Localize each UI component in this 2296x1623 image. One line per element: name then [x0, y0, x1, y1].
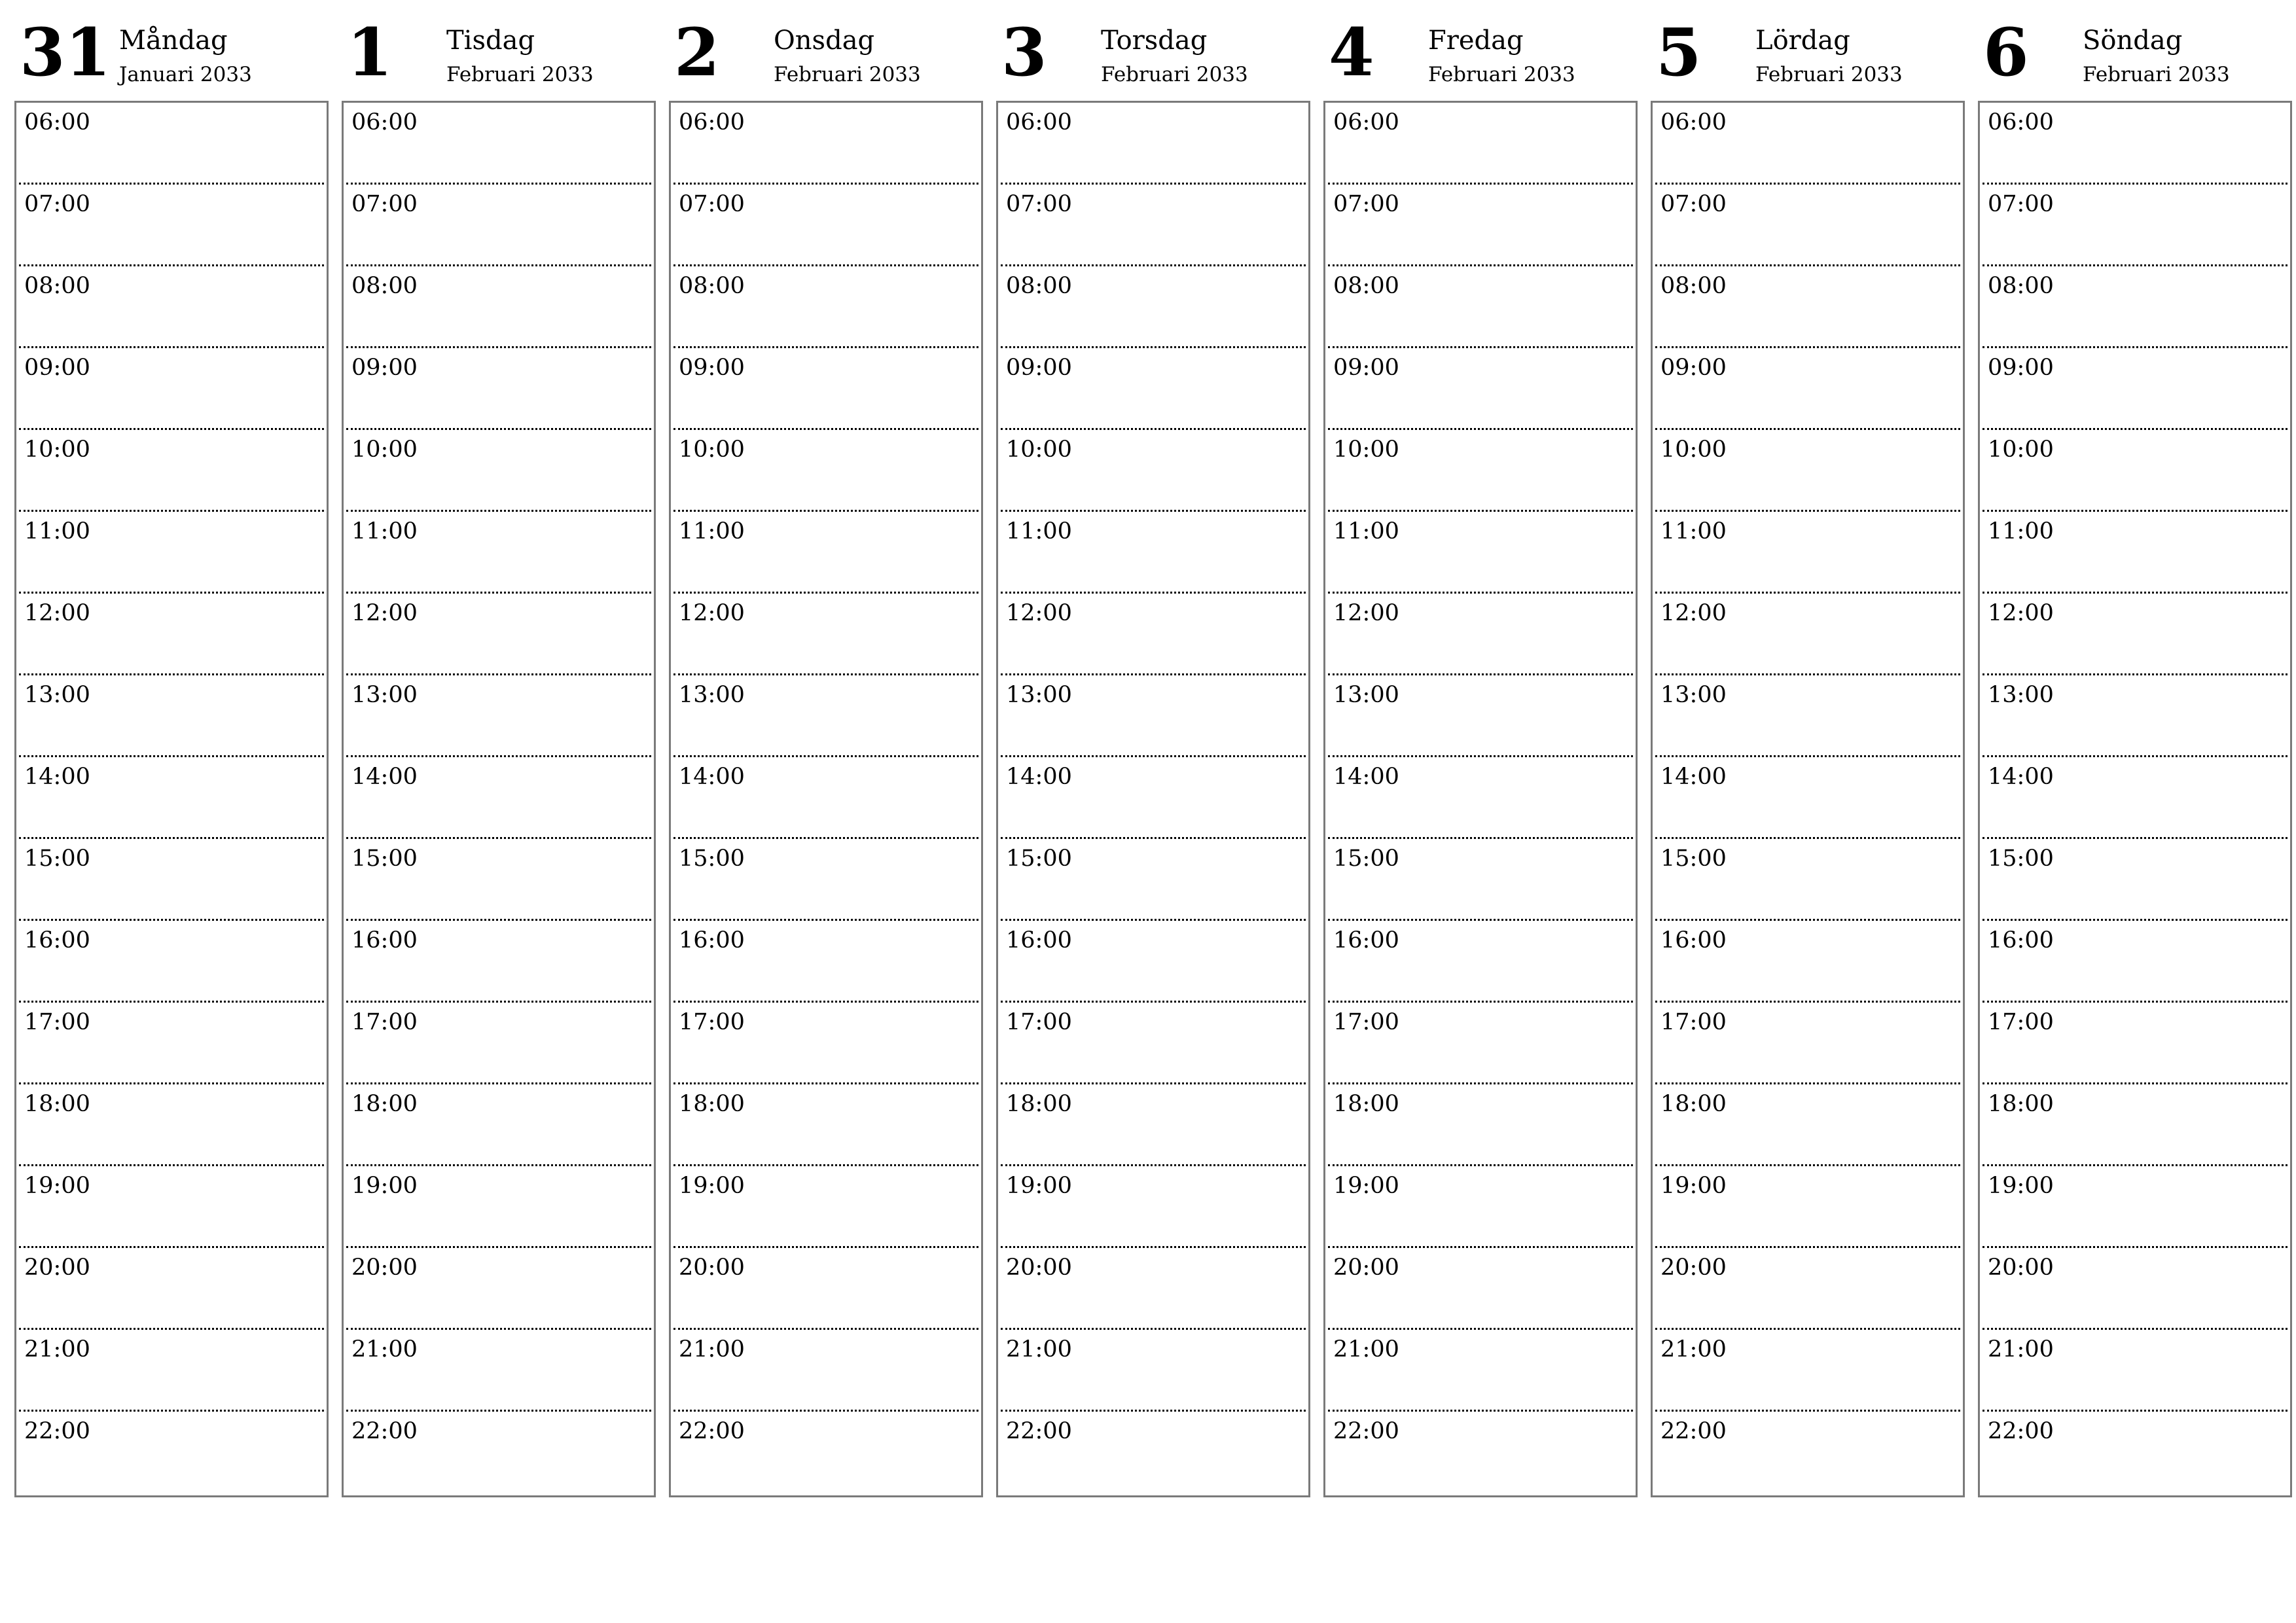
time-label: 07:00	[1660, 191, 1727, 217]
time-label: 12:00	[1006, 600, 1072, 626]
time-label: 11:00	[679, 518, 745, 544]
time-label: 16:00	[679, 927, 745, 954]
time-label: 14:00	[24, 764, 90, 790]
time-label: 15:00	[1660, 846, 1727, 872]
time-label: 11:00	[1988, 518, 2054, 544]
time-label: 09:00	[24, 355, 90, 381]
time-slot[interactable]	[1655, 839, 1960, 921]
time-slot[interactable]	[19, 185, 324, 266]
time-label: 22:00	[351, 1418, 418, 1444]
time-slot[interactable]	[1655, 1166, 1960, 1248]
time-label: 13:00	[1333, 682, 1399, 708]
time-slot[interactable]	[673, 1330, 978, 1412]
time-label: 06:00	[679, 109, 745, 135]
time-slot[interactable]	[1328, 1166, 1633, 1248]
time-slot[interactable]	[1001, 594, 1306, 675]
time-label: 19:00	[1006, 1173, 1072, 1199]
time-slot[interactable]	[19, 594, 324, 675]
time-slot[interactable]	[1982, 1330, 2287, 1412]
time-slot[interactable]	[19, 1003, 324, 1084]
time-slot[interactable]	[1328, 1330, 1633, 1412]
time-slot[interactable]	[1328, 266, 1633, 348]
time-label: 18:00	[351, 1091, 418, 1117]
time-slot[interactable]	[673, 1003, 978, 1084]
time-slot[interactable]	[1655, 1248, 1960, 1330]
time-label: 11:00	[1660, 518, 1727, 544]
time-slot[interactable]	[1982, 1084, 2287, 1166]
time-slot[interactable]	[1328, 1084, 1633, 1166]
time-label: 12:00	[24, 600, 90, 626]
time-label: 14:00	[351, 764, 418, 790]
day-column-2	[342, 0, 655, 1499]
day-name: Onsdag	[774, 26, 875, 56]
time-slot[interactable]	[1328, 675, 1633, 757]
day-header	[1651, 0, 1964, 99]
time-label: 07:00	[1006, 191, 1072, 217]
day-number: 5	[1656, 14, 1702, 91]
time-slot[interactable]	[1328, 1248, 1633, 1330]
time-slots	[669, 101, 983, 1497]
time-slot[interactable]	[19, 757, 324, 839]
time-label: 20:00	[679, 1255, 745, 1281]
time-slot[interactable]	[1328, 594, 1633, 675]
time-label: 07:00	[679, 191, 745, 217]
time-slot[interactable]	[1328, 757, 1633, 839]
time-slot[interactable]	[19, 103, 324, 185]
time-label: 19:00	[1333, 1173, 1399, 1199]
time-label: 20:00	[1333, 1255, 1399, 1281]
time-label: 09:00	[1006, 355, 1072, 381]
time-label: 21:00	[679, 1336, 745, 1363]
time-slot[interactable]	[19, 1084, 324, 1166]
day-header	[14, 0, 327, 99]
time-slot[interactable]	[673, 348, 978, 430]
time-label: 15:00	[679, 846, 745, 872]
time-slot[interactable]	[19, 348, 324, 430]
time-slot[interactable]	[1328, 512, 1633, 594]
time-label: 16:00	[1333, 927, 1399, 954]
time-label: 22:00	[24, 1418, 90, 1444]
time-slot[interactable]	[673, 430, 978, 512]
time-slot[interactable]	[1655, 185, 1960, 266]
time-slot[interactable]	[1655, 1330, 1960, 1412]
time-slot[interactable]	[673, 512, 978, 594]
time-label: 15:00	[24, 846, 90, 872]
time-slot[interactable]	[1001, 1248, 1306, 1330]
time-label: 06:00	[351, 109, 418, 135]
day-number: 31	[20, 14, 111, 91]
time-slot[interactable]	[346, 1003, 651, 1084]
time-label: 11:00	[351, 518, 418, 544]
time-slots	[1323, 101, 1638, 1497]
time-slot[interactable]	[1655, 675, 1960, 757]
time-slot[interactable]	[346, 512, 651, 594]
day-name: Lördag	[1755, 26, 1850, 56]
month-label: Februari 2033	[2083, 63, 2230, 86]
time-label: 10:00	[1333, 437, 1399, 463]
time-slot[interactable]	[1982, 1412, 2287, 1493]
day-header	[342, 0, 655, 99]
time-label: 18:00	[24, 1091, 90, 1117]
day-column-3	[669, 0, 982, 1499]
day-number: 2	[674, 14, 720, 91]
time-slot[interactable]	[1328, 185, 1633, 266]
time-slot[interactable]	[1982, 1166, 2287, 1248]
day-column-5	[1323, 0, 1636, 1499]
time-label: 22:00	[679, 1418, 745, 1444]
time-slot[interactable]	[1655, 594, 1960, 675]
time-slot[interactable]	[1982, 348, 2287, 430]
month-label: Februari 2033	[774, 63, 921, 86]
time-label: 09:00	[351, 355, 418, 381]
time-slot[interactable]	[1001, 1330, 1306, 1412]
time-slot[interactable]	[1001, 185, 1306, 266]
time-label: 12:00	[1988, 600, 2054, 626]
time-slot[interactable]	[1655, 512, 1960, 594]
time-slot[interactable]	[346, 266, 651, 348]
time-label: 18:00	[679, 1091, 745, 1117]
day-header	[996, 0, 1309, 99]
time-label: 12:00	[1660, 600, 1727, 626]
time-label: 14:00	[1333, 764, 1399, 790]
time-slot[interactable]	[346, 675, 651, 757]
day-name: Tisdag	[446, 26, 535, 56]
time-label: 07:00	[1333, 191, 1399, 217]
time-slot[interactable]	[673, 594, 978, 675]
time-label: 08:00	[679, 273, 745, 299]
time-slot[interactable]	[1982, 1003, 2287, 1084]
time-label: 14:00	[1006, 764, 1072, 790]
time-label: 16:00	[1660, 927, 1727, 954]
time-slot[interactable]	[1655, 348, 1960, 430]
time-label: 10:00	[1006, 437, 1072, 463]
time-label: 06:00	[1333, 109, 1399, 135]
time-label: 10:00	[679, 437, 745, 463]
day-column-7	[1978, 0, 2291, 1499]
time-label: 19:00	[24, 1173, 90, 1199]
time-label: 20:00	[1006, 1255, 1072, 1281]
time-slot[interactable]	[1982, 512, 2287, 594]
day-name: Måndag	[119, 26, 228, 56]
month-label: Februari 2033	[1755, 63, 1903, 86]
time-slot[interactable]	[346, 1330, 651, 1412]
time-label: 10:00	[1660, 437, 1727, 463]
time-slot[interactable]	[1982, 675, 2287, 757]
time-slot[interactable]	[673, 185, 978, 266]
time-slot[interactable]	[1001, 839, 1306, 921]
time-label: 07:00	[1988, 191, 2054, 217]
time-slot[interactable]	[346, 1166, 651, 1248]
time-label: 17:00	[1006, 1009, 1072, 1035]
time-slot[interactable]	[19, 266, 324, 348]
time-label: 20:00	[1988, 1255, 2054, 1281]
time-slot[interactable]	[1655, 430, 1960, 512]
time-slots	[14, 101, 329, 1497]
day-number: 3	[1001, 14, 1047, 91]
time-label: 08:00	[1333, 273, 1399, 299]
time-label: 13:00	[351, 682, 418, 708]
time-label: 15:00	[1333, 846, 1399, 872]
month-label: Januari 2033	[119, 63, 252, 86]
time-slot[interactable]	[1982, 921, 2287, 1003]
time-label: 20:00	[24, 1255, 90, 1281]
time-slot[interactable]	[1982, 839, 2287, 921]
time-label: 20:00	[1660, 1255, 1727, 1281]
time-label: 22:00	[1006, 1418, 1072, 1444]
time-label: 21:00	[1006, 1336, 1072, 1363]
time-label: 09:00	[1988, 355, 2054, 381]
time-slot[interactable]	[1982, 266, 2287, 348]
time-label: 16:00	[1988, 927, 2054, 954]
time-label: 21:00	[1333, 1336, 1399, 1363]
time-slot[interactable]	[1001, 1084, 1306, 1166]
time-label: 22:00	[1333, 1418, 1399, 1444]
time-label: 11:00	[1333, 518, 1399, 544]
time-slot[interactable]	[19, 839, 324, 921]
time-label: 15:00	[1988, 846, 2054, 872]
time-label: 13:00	[1660, 682, 1727, 708]
time-slot[interactable]	[1001, 266, 1306, 348]
day-header	[1323, 0, 1636, 99]
time-label: 14:00	[1988, 764, 2054, 790]
time-label: 21:00	[1988, 1336, 2054, 1363]
time-label: 11:00	[1006, 518, 1072, 544]
time-slot[interactable]	[1001, 757, 1306, 839]
time-label: 08:00	[1660, 273, 1727, 299]
time-slot[interactable]	[1328, 103, 1633, 185]
time-slot[interactable]	[1001, 1003, 1306, 1084]
day-column-6	[1651, 0, 1964, 1499]
time-slot[interactable]	[1982, 103, 2287, 185]
day-column-1	[14, 0, 327, 1499]
time-label: 07:00	[24, 191, 90, 217]
time-slot[interactable]	[673, 1166, 978, 1248]
time-label: 20:00	[351, 1255, 418, 1281]
time-slots	[996, 101, 1310, 1497]
time-slot[interactable]	[1001, 103, 1306, 185]
time-slot[interactable]	[673, 921, 978, 1003]
time-slot[interactable]	[346, 839, 651, 921]
time-label: 06:00	[1006, 109, 1072, 135]
time-slot[interactable]	[19, 1412, 324, 1493]
time-slot[interactable]	[19, 1166, 324, 1248]
time-label: 22:00	[1988, 1418, 2054, 1444]
time-label: 17:00	[1333, 1009, 1399, 1035]
time-slot[interactable]	[1328, 348, 1633, 430]
time-label: 19:00	[1988, 1173, 2054, 1199]
time-slot[interactable]	[673, 1412, 978, 1493]
time-label: 19:00	[351, 1173, 418, 1199]
day-header	[1978, 0, 2291, 99]
time-label: 16:00	[1006, 927, 1072, 954]
time-slot[interactable]	[19, 1330, 324, 1412]
time-slot[interactable]	[346, 921, 651, 1003]
time-slot[interactable]	[673, 103, 978, 185]
day-column-4	[996, 0, 1309, 1499]
day-number: 1	[347, 14, 393, 91]
time-slot[interactable]	[1655, 1003, 1960, 1084]
time-slot[interactable]	[673, 266, 978, 348]
time-label: 08:00	[351, 273, 418, 299]
time-slot[interactable]	[673, 1084, 978, 1166]
time-slot[interactable]	[1001, 348, 1306, 430]
time-slot[interactable]	[346, 1248, 651, 1330]
time-label: 13:00	[679, 682, 745, 708]
time-label: 10:00	[351, 437, 418, 463]
time-slot[interactable]	[346, 757, 651, 839]
time-label: 10:00	[1988, 437, 2054, 463]
time-label: 21:00	[351, 1336, 418, 1363]
time-label: 09:00	[1660, 355, 1727, 381]
time-slot[interactable]	[1655, 921, 1960, 1003]
time-slot[interactable]	[1655, 266, 1960, 348]
time-slot[interactable]	[1001, 675, 1306, 757]
time-label: 18:00	[1988, 1091, 2054, 1117]
time-label: 21:00	[1660, 1336, 1727, 1363]
time-slot[interactable]	[1001, 1166, 1306, 1248]
time-slot[interactable]	[1328, 921, 1633, 1003]
time-slot[interactable]	[346, 1084, 651, 1166]
time-label: 12:00	[351, 600, 418, 626]
time-slot[interactable]	[346, 594, 651, 675]
time-label: 15:00	[351, 846, 418, 872]
time-label: 15:00	[1006, 846, 1072, 872]
day-name: Fredag	[1428, 26, 1524, 56]
time-label: 08:00	[24, 273, 90, 299]
time-slot[interactable]	[1328, 1412, 1633, 1493]
weekly-planner	[14, 0, 2291, 1499]
day-header	[669, 0, 982, 99]
day-name: Torsdag	[1101, 26, 1208, 56]
time-label: 12:00	[1333, 600, 1399, 626]
month-label: Februari 2033	[1428, 63, 1575, 86]
time-label: 10:00	[24, 437, 90, 463]
time-label: 19:00	[1660, 1173, 1727, 1199]
day-name: Söndag	[2083, 26, 2183, 56]
time-slot[interactable]	[1328, 839, 1633, 921]
time-slot[interactable]	[1001, 1412, 1306, 1493]
time-label: 14:00	[1660, 764, 1727, 790]
time-slot[interactable]	[1982, 430, 2287, 512]
time-label: 18:00	[1006, 1091, 1072, 1117]
time-label: 17:00	[1660, 1009, 1727, 1035]
time-label: 13:00	[1988, 682, 2054, 708]
time-label: 13:00	[1006, 682, 1072, 708]
time-label: 06:00	[1660, 109, 1727, 135]
time-label: 14:00	[679, 764, 745, 790]
time-slot[interactable]	[346, 1412, 651, 1493]
time-slots	[1651, 101, 1965, 1497]
time-slot[interactable]	[346, 185, 651, 266]
time-label: 18:00	[1333, 1091, 1399, 1117]
time-label: 17:00	[24, 1009, 90, 1035]
time-slot[interactable]	[1001, 512, 1306, 594]
time-label: 11:00	[24, 518, 90, 544]
time-slot[interactable]	[1982, 1248, 2287, 1330]
time-slot[interactable]	[1001, 430, 1306, 512]
time-label: 09:00	[679, 355, 745, 381]
time-slot[interactable]	[1982, 757, 2287, 839]
time-slot[interactable]	[1655, 1084, 1960, 1166]
day-number: 6	[1983, 14, 2029, 91]
time-label: 06:00	[1988, 109, 2054, 135]
time-label: 17:00	[679, 1009, 745, 1035]
time-slot[interactable]	[19, 430, 324, 512]
time-slot[interactable]	[346, 103, 651, 185]
time-slot[interactable]	[673, 1248, 978, 1330]
time-label: 12:00	[679, 600, 745, 626]
month-label: Februari 2033	[1101, 63, 1248, 86]
time-label: 22:00	[1660, 1418, 1727, 1444]
time-label: 09:00	[1333, 355, 1399, 381]
time-label: 17:00	[351, 1009, 418, 1035]
time-slot[interactable]	[1982, 594, 2287, 675]
month-label: Februari 2033	[446, 63, 594, 86]
time-label: 17:00	[1988, 1009, 2054, 1035]
time-slot[interactable]	[673, 839, 978, 921]
time-label: 13:00	[24, 682, 90, 708]
time-slot[interactable]	[1655, 757, 1960, 839]
time-slot[interactable]	[1982, 185, 2287, 266]
time-label: 21:00	[24, 1336, 90, 1363]
day-number: 4	[1329, 14, 1374, 91]
time-slot[interactable]	[1655, 103, 1960, 185]
time-slot[interactable]	[1655, 1412, 1960, 1493]
time-slot[interactable]	[673, 675, 978, 757]
time-slot[interactable]	[346, 430, 651, 512]
time-label: 07:00	[351, 191, 418, 217]
time-slot[interactable]	[19, 921, 324, 1003]
time-slot[interactable]	[1328, 430, 1633, 512]
time-slots	[1978, 101, 2292, 1497]
time-label: 08:00	[1988, 273, 2054, 299]
time-label: 16:00	[351, 927, 418, 954]
time-slot[interactable]	[19, 1248, 324, 1330]
time-label: 08:00	[1006, 273, 1072, 299]
time-slot[interactable]	[1001, 921, 1306, 1003]
time-label: 18:00	[1660, 1091, 1727, 1117]
time-slot[interactable]	[1328, 1003, 1633, 1084]
time-label: 19:00	[679, 1173, 745, 1199]
time-slots	[342, 101, 656, 1497]
time-label: 16:00	[24, 927, 90, 954]
time-slot[interactable]	[19, 675, 324, 757]
time-slot[interactable]	[346, 348, 651, 430]
time-slot[interactable]	[673, 757, 978, 839]
time-label: 06:00	[24, 109, 90, 135]
time-slot[interactable]	[19, 512, 324, 594]
